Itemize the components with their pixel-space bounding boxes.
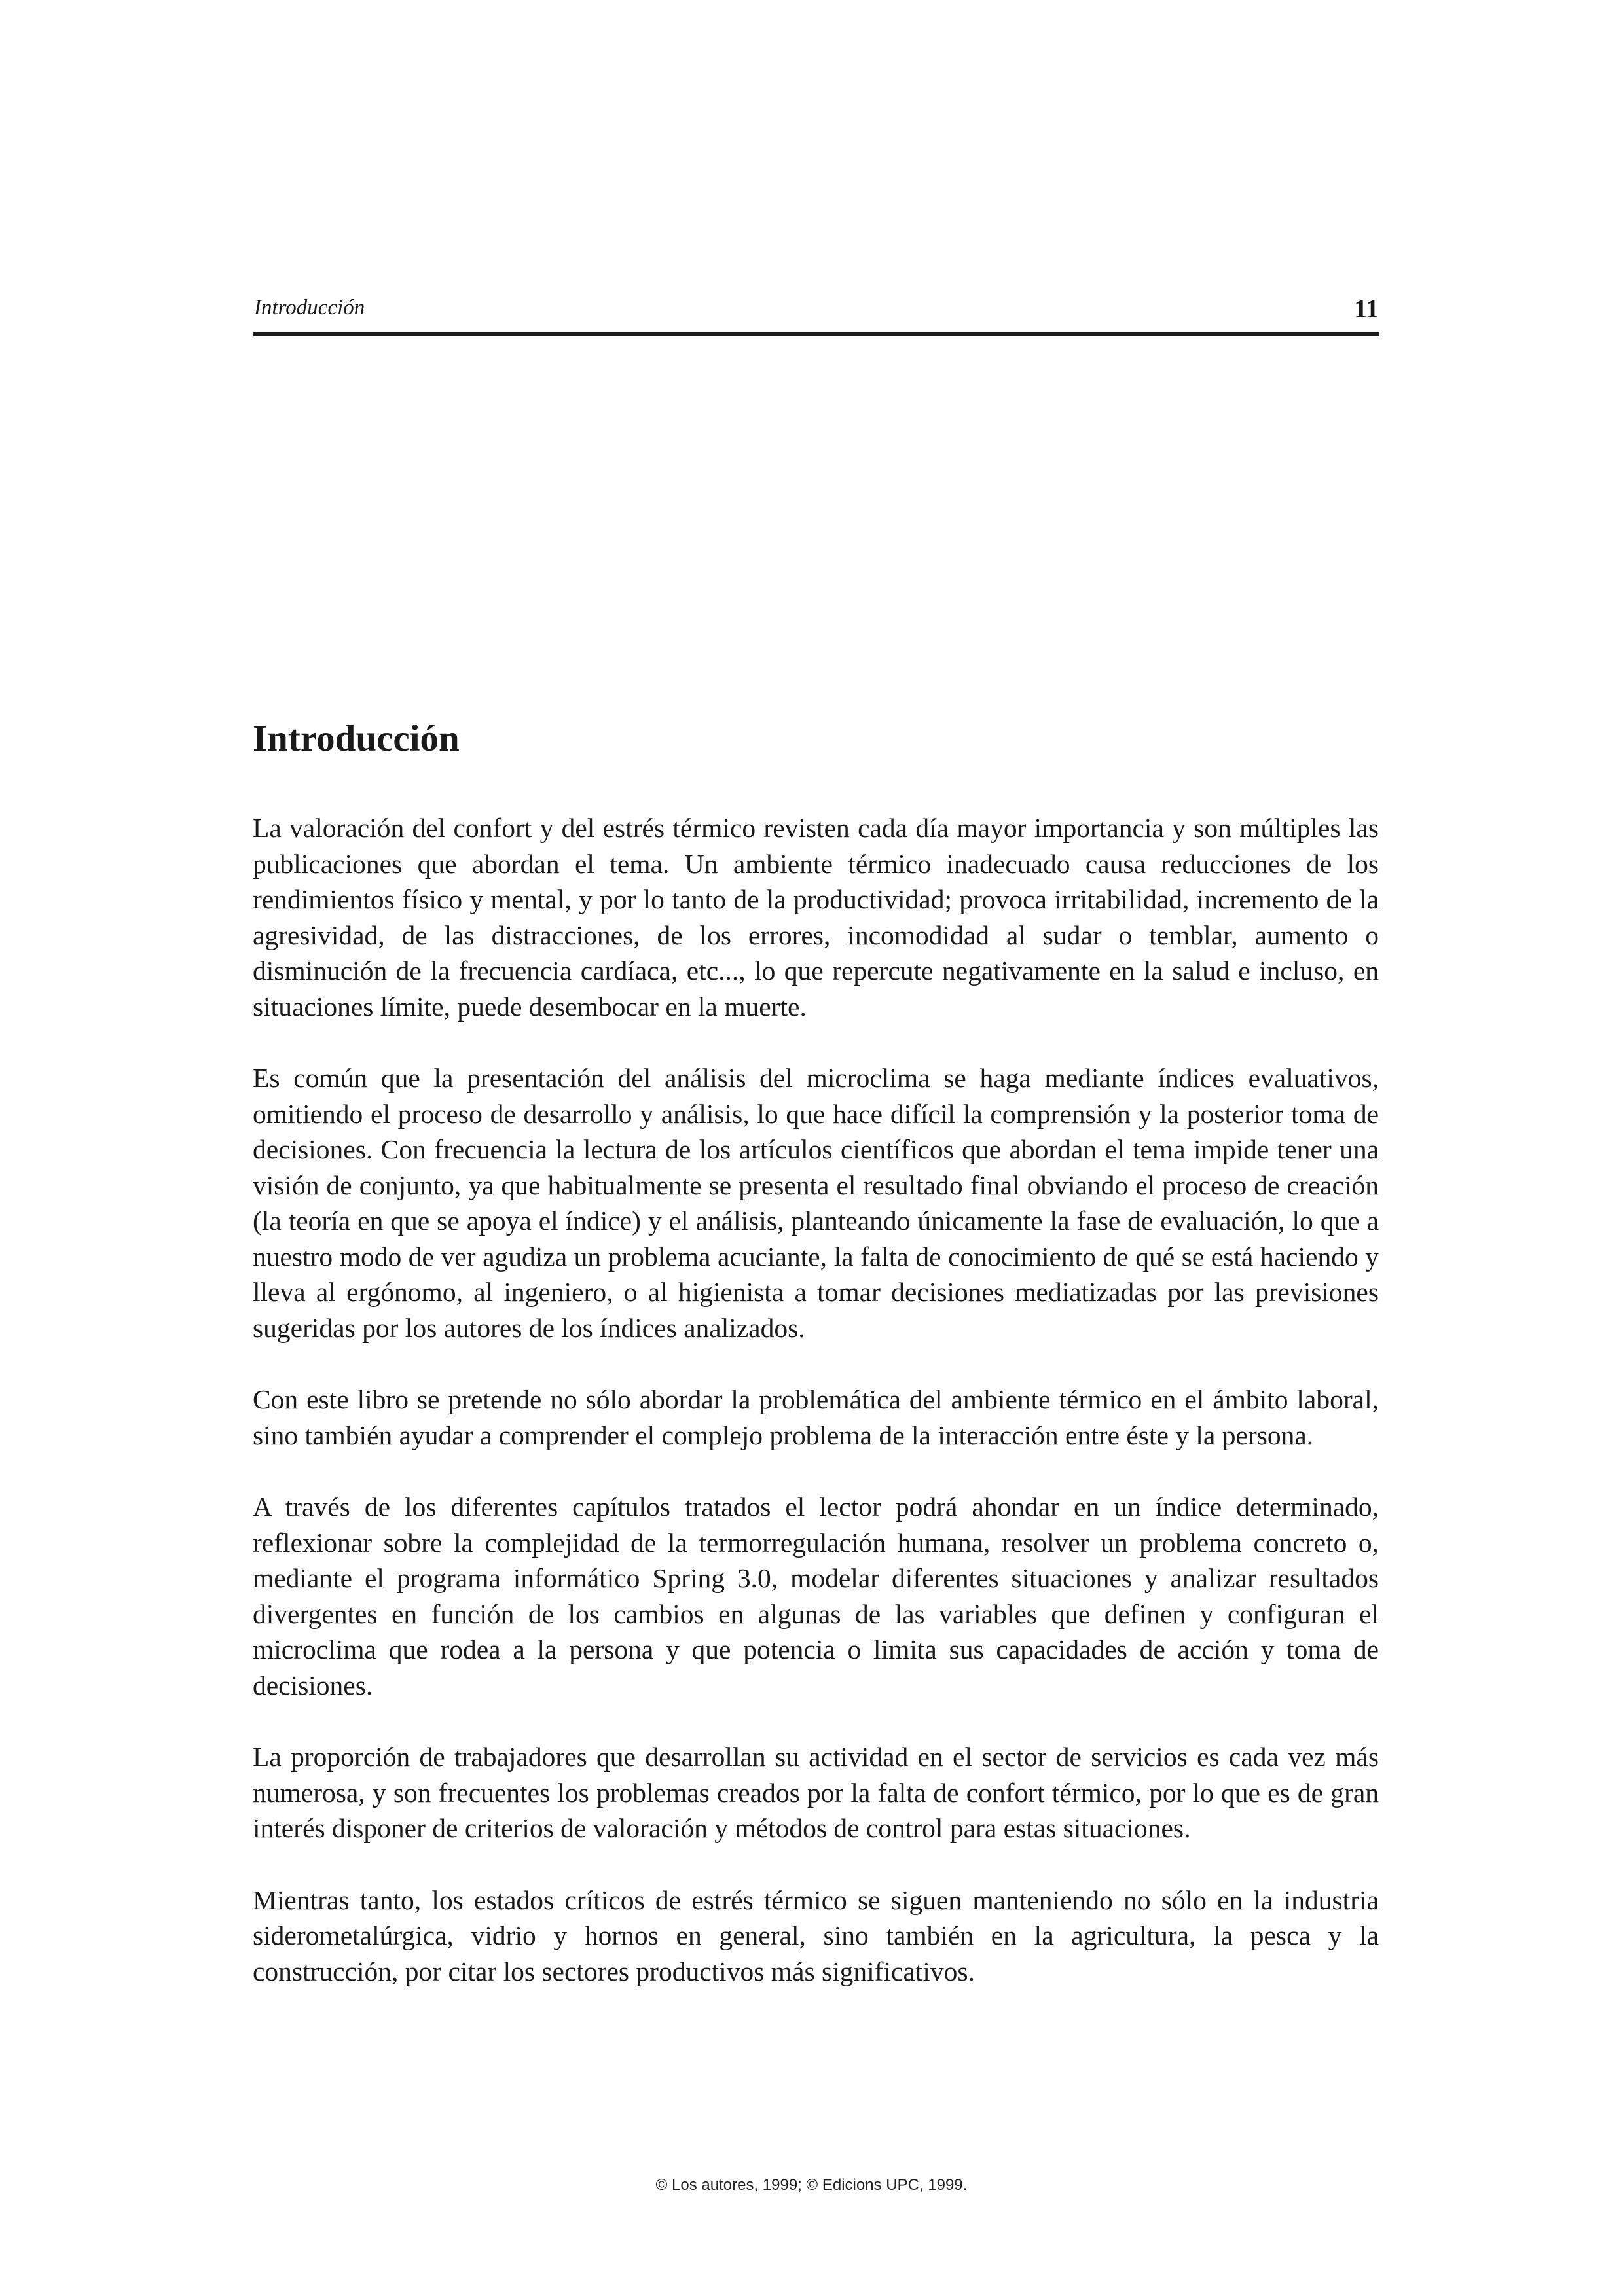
chapter-title: Introducción (253, 718, 460, 759)
page-number: 11 (1354, 294, 1379, 323)
paragraph: Con este libro se pretende no sólo abordar la problemática del ambiente térmico en el ámbito laboral, sino también ayudar a comprender el complejo problema de la interacción entre éste y la persona. (253, 1384, 1379, 1450)
paragraph: Es común que la presentación del análisis del microclima se haga mediante índices evaluativos, omitiendo el proceso de desarrollo y análisis, lo que hace difícil la comprensión y la posterior toma de decisiones. Con frecuencia la lectura de los artículos científicos que abordan el tema impide tener una visión de conjunto, ya que habitualmente se presenta el resultado final obviando el proceso de creación (la teoría en que se apoya el índice) y el análisis, planteando únicamente la fase de evaluación, lo que a nuestro modo de ver agudiza un problema acuciante, la falta de conocimiento de qué se está haciendo y lleva al ergónomo, al ingeniero, o al higienista a tomar decisiones mediatizadas por las previsiones sugeridas por los autores de los índices analizados. (253, 1063, 1379, 1343)
paragraph: Mientras tanto, los estados críticos de estrés térmico se siguen manteniendo no sólo en la industria siderometalúrgica, vidrio y hornos en general, sino también en la agricultura, la pesca y la construcción, por citar los sectores productivos más significativos. (253, 1884, 1379, 1986)
running-header (253, 293, 1379, 336)
paragraph: La valoración del confort y del estrés térmico revisten cada día mayor importancia y son múltiples las publicaciones que abordan el tema. Un ambiente térmico inadecuado causa reducciones de los rendimientos físico y mental, y por lo tanto de la productividad; provoca irritabilidad, incremento de la agresividad, de las distracciones, de los errores, incomodidad al sudar o temblar, aumento o disminución de la frecuencia cardíaca, etc..., lo que repercute negativamente en la salud e incluso, en situaciones límite, puede desembocar en la muerte. (253, 813, 1379, 1022)
paragraph: La proporción de trabajadores que desarrollan su actividad en el sector de servicios es cada vez más numerosa, y son frecuentes los problemas creados por la falta de confort térmico, por lo que es de gran interés disponer de criterios de valoración y métodos de control para estas situaciones. (253, 1742, 1379, 1843)
copyright-footer: © Los autores, 1999; © Edicions UPC, 1999. (655, 2176, 968, 2194)
running-title: Introducción (254, 296, 365, 319)
paragraph: A través de los diferentes capítulos tratados el lector podrá ahondar en un índice determinado, reflexionar sobre la complejidad de la termorregulación humana, resolver un problema concreto o, mediante el programa informático Spring 3.0, modelar diferentes situaciones y analizar resultados divergentes en función de los cambios en algunas de las variables que definen y configuran el microclima que rodea a la persona y que potencia o limita sus capacidades de acción y toma de decisiones. (253, 1492, 1379, 1700)
body-text (253, 810, 1379, 2025)
